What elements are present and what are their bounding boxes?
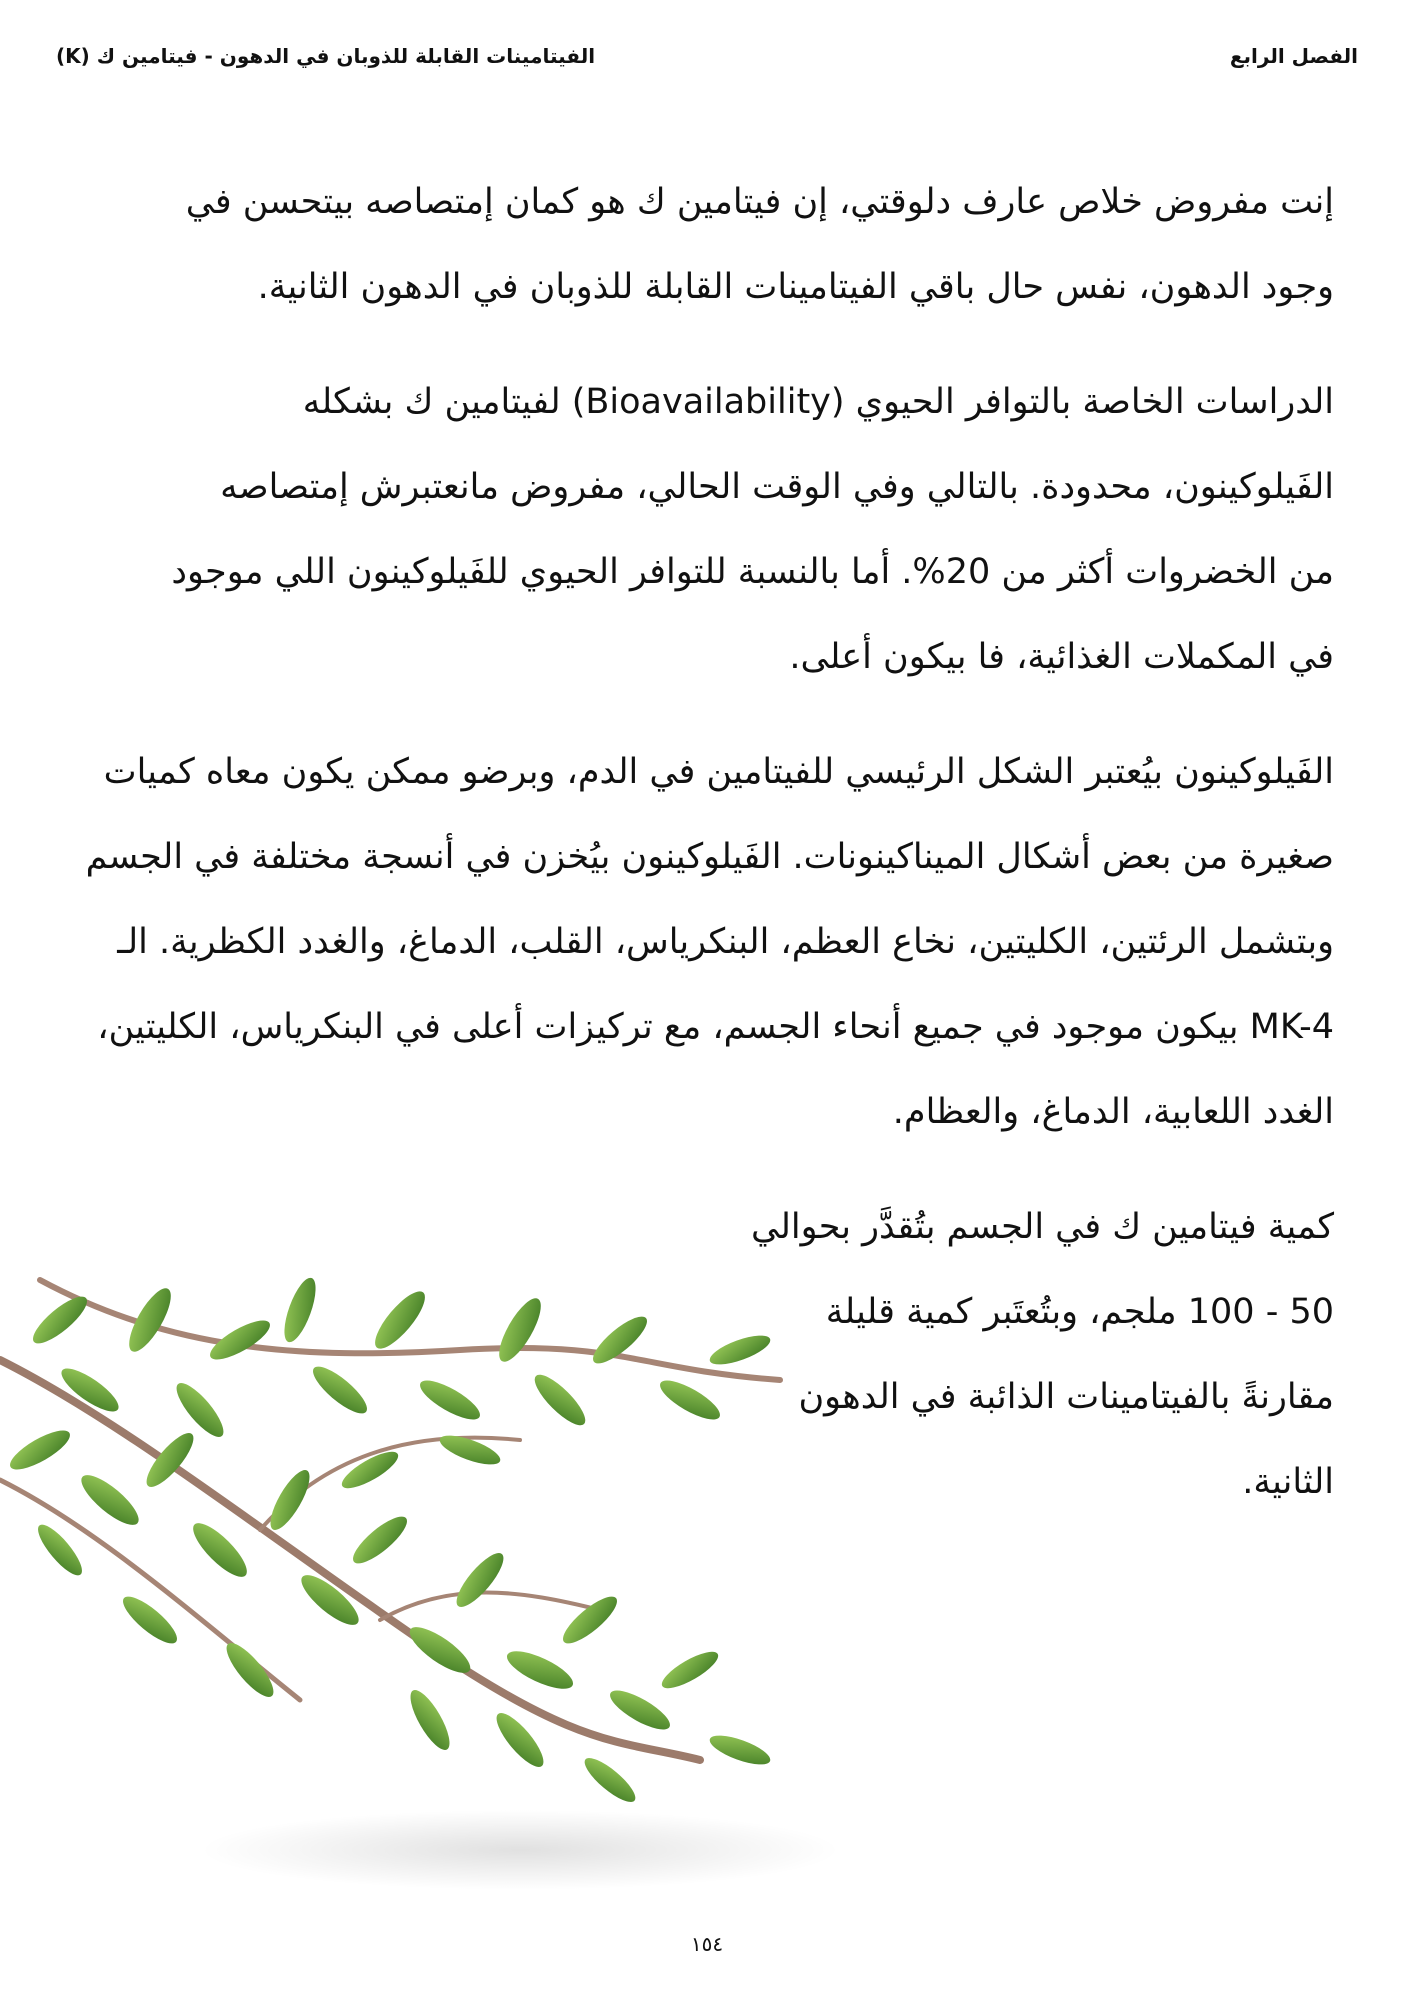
running-title: الفيتامينات القابلة للذوبان في الدهون - فيتامين ك (K) — [56, 44, 596, 68]
page-content — [74, 160, 1334, 1555]
paragraph: الفَيلوكينون بيُعتبر الشكل الرئيسي للفيتامين في الدم، وبرضو ممكن يكون معاه كميات صغيرة من بعض أشكال الميناكينونات. الفَيلوكينون بيُخزن في أنسجة مختلفة في الجسم وبتشمل الرئتين، الكليتين، نخاع العظم، البنكرياس، القلب، الدماغ، والغدد الكظرية. الـ MK-4 بيكون موجود في جميع أنحاء الجسم، مع تركيزات أعلى في البنكرياس، الكليتين، الغدد اللعابية، الدماغ، والعظام. — [85, 752, 1334, 1132]
paragraph: كمية فيتامين ك في الجسم بتُقدَّر بحوالي 50 - 100 ملجم، وبتُعتَبر كمية قليلة مقارنةً بالفيتامينات الذائبة في الدهون الثانية. — [751, 1207, 1334, 1502]
page-header — [56, 44, 1358, 74]
paragraph: إنت مفروض خلاص عارف دلوقتي، إن فيتامين ك هو كمان إمتصاصه بيتحسن في وجود الدهون، نفس حال باقي الفيتامينات القابلة للذوبان في الدهون الثانية. — [185, 182, 1334, 307]
chapter-title: الفصل الرابع — [1229, 44, 1358, 68]
paragraph: الدراسات الخاصة بالتوافر الحيوي (Bioavailability) لفيتامين ك بشكله الفَيلوكينون، محدودة. بالتالي وفي الوقت الحالي، مفروض مانعتبرش إمتصاصه من الخضروات أكثر من 20%. أما بالنسبة للتوافر الحيوي للفَيلوكينون اللي موجود في المكملات الغذائية، فا بيكون أعلى. — [171, 382, 1334, 677]
page-number: ١٥٤ — [690, 1932, 724, 1956]
